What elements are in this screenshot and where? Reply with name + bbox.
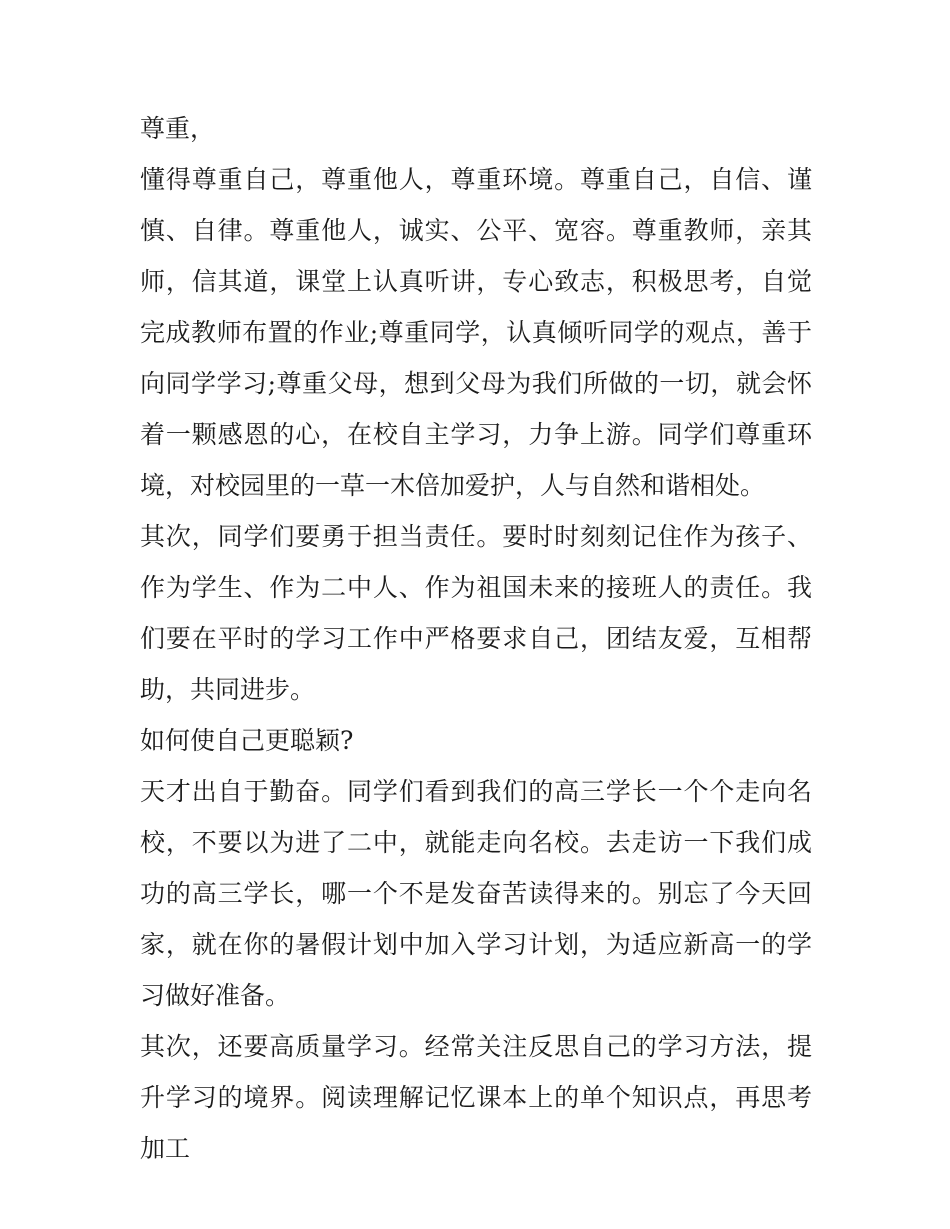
paragraph-clever-heading: 如何使自己更聪颖? bbox=[140, 726, 354, 755]
document-body bbox=[140, 103, 812, 1174]
paragraph-respect-heading: 尊重， bbox=[140, 114, 216, 143]
paragraph-respect-body: 懂得尊重自己，尊重他人，尊重环境。尊重自己，自信、谨慎、自律。尊重他人，诚实、公平、宽容。尊重教师，亲其师，信其道，课堂上认真听讲，专心致志，积极思考，自觉完成教师布置的作业;尊重同学，认真倾听同学的观点，善于向同学学习;尊重父母，想到父母为我们所做的一切，就会怀着一颗感恩的心，在校自主学习，力争上游。同学们尊重环境，对校园里的一草一木倍加爱护，人与自然和谐相处。 bbox=[140, 165, 812, 500]
paragraph-quality-learning: 其次，还要高质量学习。经常关注反思自己的学习方法，提升学习的境界。阅读理解记忆课本上的单个知识点，再思考加工 bbox=[140, 1032, 812, 1163]
paragraph-responsibility: 其次，同学们要勇于担当责任。要时时刻刻记住作为孩子、作为学生、作为二中人、作为祖国未来的接班人的责任。我们要在平时的学习工作中严格要求自己，团结友爱，互相帮助，共同进步。 bbox=[140, 522, 812, 704]
paragraph-diligence: 天才出自于勤奋。同学们看到我们的高三学长一个个走向名校，不要以为进了二中，就能走向名校。去走访一下我们成功的高三学长，哪一个不是发奋苦读得来的。别忘了今天回家，就在你的暑假计划中加入学习计划，为适应新高一的学习做好准备。 bbox=[140, 777, 812, 1010]
